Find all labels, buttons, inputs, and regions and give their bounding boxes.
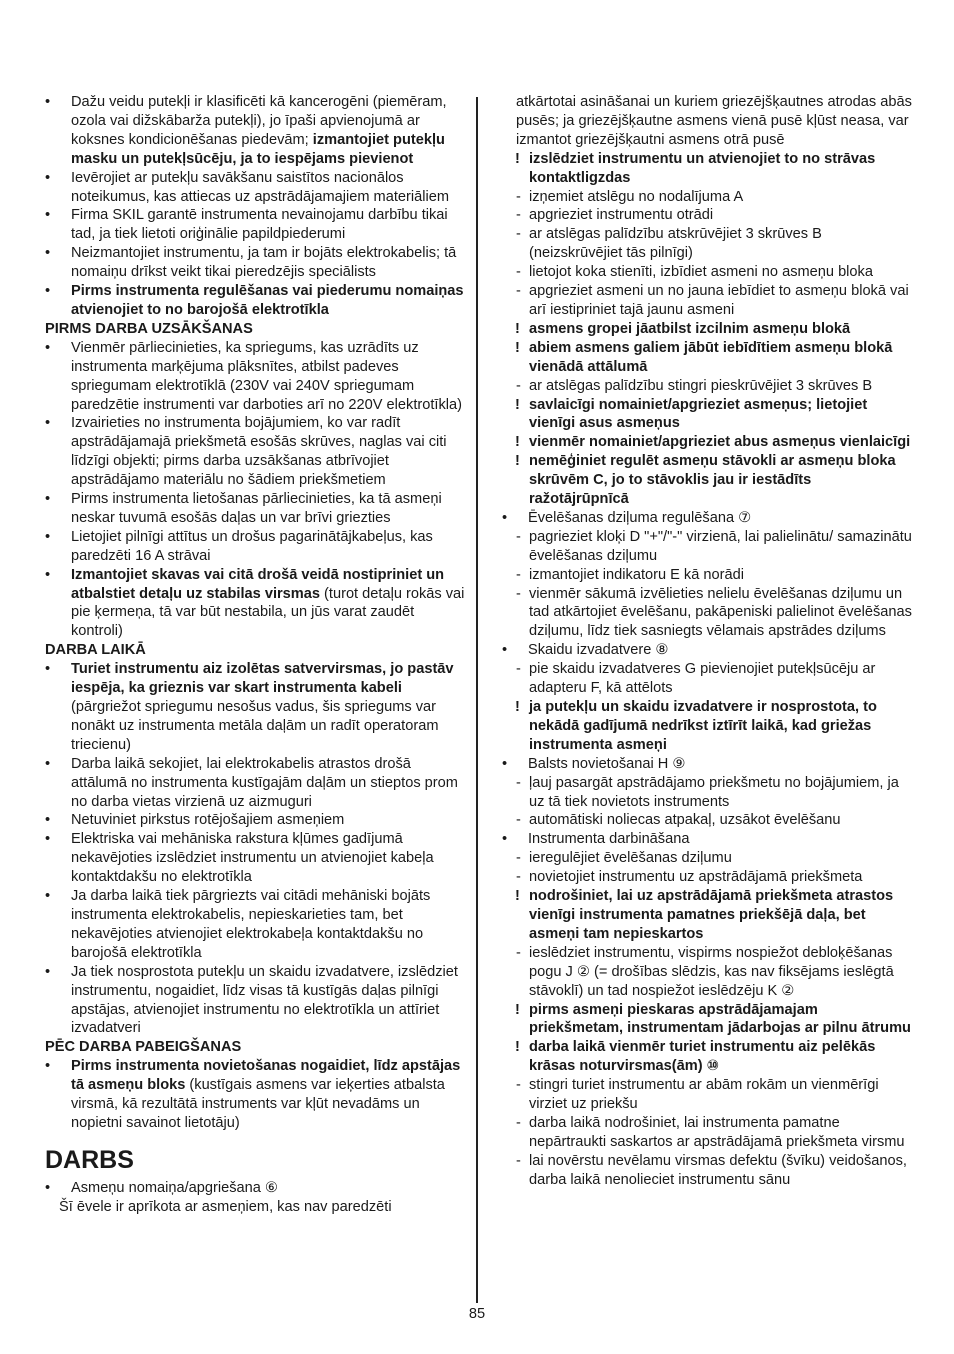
text-segment: Pirms instrumenta novietošanas nogaidiet, līdz apstājas tā asmeņu bloks: [71, 1058, 461, 1094]
text-segment: Netuviniet pirkstus rotējošajiem asmeņiem: [71, 812, 345, 829]
text-segment: abiem asmens galiem jābūt iebīdītiem asmeņu blokā vienādā attālumā: [529, 339, 893, 375]
bullet-item: [502, 509, 914, 528]
left-column: [45, 93, 465, 1217]
text-segment: Šī ēvele ir aprīkota ar asmeņiem, kas nav paredzēti: [59, 1198, 392, 1215]
text-segment: Turiet instrumentu aiz izolētas satvervirsmas, jo pastāv iespēja, ka grieznis var skart instrumenta kabeli: [71, 661, 454, 697]
text-segment: Firma SKIL garantē instrumenta nevainojamu darbību tikai tad, ja tiek lietoti oriģinālie papildpiederumi: [71, 207, 448, 243]
text-segment: Ja tiek nosprostota putekļu un skaidu izvadatvere, izslēdziet instrumentu, nogaidiet, līdz visas tā kustīgās daļas pilnīgi apstājas, atvienojiet instrumentu no elektrotīkla un attīriet izvadatveri: [71, 963, 458, 1037]
text-segment: (kustīgais asmens var ieķerties atbalsta virsmā, kā rezultātā instruments var kļūt nevadāms un nopietni savainot lietotāju): [71, 1077, 445, 1131]
text-segment: (turot detaļu rokās vai pie ķermeņa, tā var būt nestabila, un jūs varat zaudēt kontroli): [71, 585, 465, 640]
text-segment: automātiski noliecas atpakaļ, uzsākot ēvelēšanu: [529, 812, 841, 829]
column-divider: [476, 97, 478, 1303]
dash-item: [502, 585, 914, 642]
text-segment: ar atslēgas palīdzību atskrūvējiet 3 skrūves B (neizskrūvējiet tās pilnīgi): [529, 226, 822, 262]
text-segment: pirms asmeņi pieskaras apstrādājamajam priekšmetam, instrumentam jādarbojas ar pilnu ātrumu: [529, 1001, 911, 1037]
dash-item: [502, 811, 914, 830]
text-segment: darba laikā vienmēr turiet instrumentu aiz pelēkās krāsas noturvirsmas(ām) ⑩: [529, 1039, 876, 1075]
text-segment: ļauj pasargāt apstrādājamo priekšmetu no bojājumiem, ja uz tā tiek novietots instruments: [529, 774, 899, 810]
text-segment: ja putekļu un skaidu izvadatvere ir nosprostota, to nekādā gadījumā nedrīkst iztīrīt laikā, kad griežas instrumenta asmeņi: [529, 699, 877, 753]
continued-text: [45, 1198, 465, 1217]
text-segment: ieregulējiet ēvelēšanas dziļumu: [529, 850, 732, 867]
text-segment: Balsts novietošanai H ⑨: [528, 755, 686, 772]
text-segment: nodrošiniet, lai uz apstrādājamā priekšmeta atrastos vienīgi instrumenta pamatnes priekšējā daļa, bet asmeņi tam nepieskartos: [529, 888, 894, 942]
bullet-item: [45, 282, 465, 320]
dash-item: [502, 566, 914, 585]
text-segment: Lietojiet pilnīgi attītus un drošus pagarinātājkabeļus, kas paredzēti 16 A strāvai: [71, 528, 433, 564]
text-segment: vienmēr nomainiet/apgrieziet abus asmeņus vienlaicīgi: [529, 434, 911, 451]
warning-item: [502, 150, 914, 188]
dash-item: [502, 660, 914, 698]
bullet-item: [45, 755, 465, 812]
bullet-item: [45, 490, 465, 528]
text-segment: apgrieziet asmeni un no jauna iebīdiet to asmeņu blokā vai arī iestipriniet tajā jaunu asmeni: [529, 283, 909, 318]
warning-item: [502, 396, 914, 434]
continued-text: [502, 93, 914, 150]
bullet-item: [45, 660, 465, 755]
bullet-item: [45, 93, 465, 169]
section-heading: PĒC DARBA PABEIGŠANAS: [45, 1039, 242, 1056]
text-segment: Asmeņu nomaiņa/apgriešana ⑥: [71, 1179, 278, 1196]
text-segment: lai novērstu nevēlamu virsmas defektu (švīku) veidošanos, darba laikā nenolieciet instrumentu sānu: [529, 1152, 907, 1188]
bullet-item: [502, 755, 914, 774]
text-segment: Instrumenta darbināšana: [528, 831, 690, 848]
warning-item: [502, 698, 914, 755]
warning-item: [502, 433, 914, 452]
text-segment: izmantojiet putekļu masku un putekļsūcēju, ja to iespējams pievienot: [71, 131, 445, 167]
dash-item: [502, 1076, 914, 1114]
dash-item: [502, 282, 914, 320]
text-segment: atkārtotai asināšanai un kuriem griezējšķautnes atrodas abās pusēs; ja griezējšķautne asmens vienā pusē kļūst neasa, var izmantot griezējšķautni asmens otrā pusē: [516, 94, 912, 148]
text-segment: Neizmantojiet instrumentu, ja tam ir bojāts elektrokabelis; tā nomaiņu drīkst veikt tikai pieredzējis speciālists: [71, 245, 457, 281]
bullet-item: [45, 414, 465, 490]
bullet-item: [45, 528, 465, 566]
bullet-item: [45, 1179, 465, 1198]
text-segment: apgrieziet instrumentu otrādi: [529, 207, 714, 224]
warning-item: [502, 320, 914, 339]
dash-item: [502, 188, 914, 207]
text-segment: ar atslēgas palīdzību stingri pieskrūvējiet 3 skrūves B: [529, 377, 873, 394]
dash-item: [502, 528, 914, 566]
text-segment: Ēvelēšanas dziļuma regulēšana ⑦: [528, 509, 752, 526]
section-heading: DARBA LAIKĀ: [45, 642, 146, 659]
bullet-item: [502, 830, 914, 849]
bullet-item: [45, 887, 465, 963]
text-segment: izslēdziet instrumentu un atvienojiet to no strāvas kontaktligzdas: [529, 150, 876, 186]
text-segment: Dažu veidu putekļi ir klasificēti kā kancerogēni (piemēram, ozola vai dižskābarža putekļi), jo īpaši apvienojumā ar koksnes kondicionēšanas piedevām;: [71, 94, 447, 148]
bullet-item: [45, 811, 465, 830]
text-segment: Izmantojiet skavas vai citā drošā veidā nostipriniet un atbalstiet detaļu uz stabilas virsmas: [71, 566, 445, 602]
dash-item: [502, 225, 914, 263]
text-segment: savlaicīgi nomainiet/apgrieziet asmeņus; lietojiet vienīgi asus asmeņus: [529, 396, 868, 432]
bullet-item: [45, 1057, 465, 1133]
warning-item: [502, 452, 914, 509]
bullet-item: [45, 830, 465, 887]
right-column: [502, 93, 914, 1190]
bullet-item: [45, 963, 465, 1039]
dash-item: [502, 206, 914, 225]
text-segment: pie skaidu izvadatveres G pievienojiet putekļsūcēju ar adapteru F, kā attēlots: [529, 661, 876, 697]
bullet-item: [45, 169, 465, 207]
text-segment: Pirms instrumenta lietošanas pārliecinieties, ka tā asmeņi neskar tuvumā esošās daļas un var brīvi griezties: [71, 491, 442, 526]
text-segment: Ja darba laikā tiek pārgriezts vai citādi mehāniski bojāts instrumenta elektrokabelis, nepieskarieties tam, bet nekavējoties atvienojiet elektrokabeļa kontaktdakšu no barojošā elektrotīkla: [71, 888, 431, 961]
warning-item: [502, 1038, 914, 1076]
text-segment: vienmēr sākumā izvēlieties nelielu ēvelēšanas dziļumu un tad atkārtojiet ēvelēšanu, pakāpeniski palielinot ēvelēšanas dziļumu, līdz tiek sasniegts vēlamais apstrādes dziļums: [529, 585, 912, 640]
bullet-item: [45, 339, 465, 415]
text-segment: asmens gropei jāatbilst izcilnim asmeņu blokā: [529, 320, 851, 337]
bullet-item: [45, 206, 465, 244]
warning-item: [502, 1001, 914, 1039]
dash-item: [502, 849, 914, 868]
text-segment: Elektriska vai mehāniska rakstura kļūmes gadījumā nekavējoties izslēdziet instrumentu un atvienojiet kabeļa kontaktdakšu no elektrotīkla: [71, 831, 434, 886]
warning-item: [502, 887, 914, 944]
text-segment: pagrieziet kloķi D "+"/"-" virzienā, lai palielinātu/ samazinātu ēvelēšanas dziļumu: [529, 528, 912, 564]
dash-item: [502, 377, 914, 396]
text-segment: nemēģiniet regulēt asmeņu stāvokli ar asmeņu bloka skrūvēm C, jo to stāvoklis jau ir iestādīts ražotājrūpnīcā: [529, 453, 896, 508]
text-segment: Izvairieties no instrumenta bojājumiem, ko var radīt apstrādājamajā priekšmetā esošās skrūves, naglas vai citi līdzīgi objekti; pirms darba uzsākšanas atbrīvojiet apstrādājamo materiālu no šādiem priekšmetiem: [71, 415, 447, 489]
chapter-heading: DARBS: [45, 1145, 134, 1174]
dash-item: [502, 944, 914, 1001]
dash-item: [502, 1114, 914, 1152]
bullet-item: [502, 641, 914, 660]
text-segment: izmantojiet indikatoru E kā norādi: [529, 566, 744, 583]
dash-item: [502, 774, 914, 812]
text-segment: izņemiet atslēgu no nodalījuma A: [529, 188, 744, 205]
text-segment: Pirms instrumenta regulēšanas vai piederumu nomaiņas atvienojiet to no barojošā elektrotīkla: [71, 283, 464, 318]
bullet-item: [45, 566, 465, 642]
text-segment: darba laikā nodrošiniet, lai instrumenta pamatne nepārtraukti saskartos ar apstrādājamā priekšmeta virsmu: [529, 1114, 905, 1150]
text-segment: stingri turiet instrumentu ar abām rokām un vienmērīgi virziet uz priekšu: [529, 1077, 879, 1113]
text-segment: Skaidu izvadatvere ⑧: [528, 642, 669, 659]
text-segment: Darba laikā sekojiet, lai elektrokabelis atrastos drošā attālumā no instrumenta kustīgajām daļām un stieptos prom no darba vietas virzienā uz aizmuguri: [71, 755, 458, 810]
page-number: 85: [468, 1306, 486, 1322]
text-segment: Ievērojiet ar putekļu savākšanu saistītos nacionālos noteikumus, kas attiecas uz apstrādājamajiem materiāliem: [71, 169, 449, 205]
text-segment: lietojot koka stienīti, izbīdiet asmeni no asmeņu bloka: [529, 264, 873, 281]
section-heading: PIRMS DARBA UZSĀKŠANAS: [45, 320, 253, 337]
dash-item: [502, 263, 914, 282]
warning-item: [502, 339, 914, 377]
dash-item: [502, 1152, 914, 1190]
text-segment: (pārgriežot spriegumu nesošus vadus, šis spriegums var nonākt uz instrumenta metāla daļām un radīt operatoram triecienu): [71, 699, 439, 753]
text-segment: Vienmēr pārliecinieties, ka spriegums, kas uzrādīts uz instrumenta marķējuma plāksnītes, atbilst padeves spriegumam elektrotīklā (230V vai 240V spriegumam paredzētie instrumenti var darboties arī no 220V elektrotīkla): [71, 339, 462, 413]
text-segment: novietojiet instrumentu uz apstrādājamā priekšmeta: [529, 869, 863, 886]
bullet-item: [45, 244, 465, 282]
text-segment: ieslēdziet instrumentu, vispirms nospiežot debloķēšanas pogu J ② (= drošības slēdzis, kas nav fiksējams ieslēgtā stāvoklī) un tad nospiežot ieslēdzēju K ②: [529, 944, 894, 999]
dash-item: [502, 868, 914, 887]
